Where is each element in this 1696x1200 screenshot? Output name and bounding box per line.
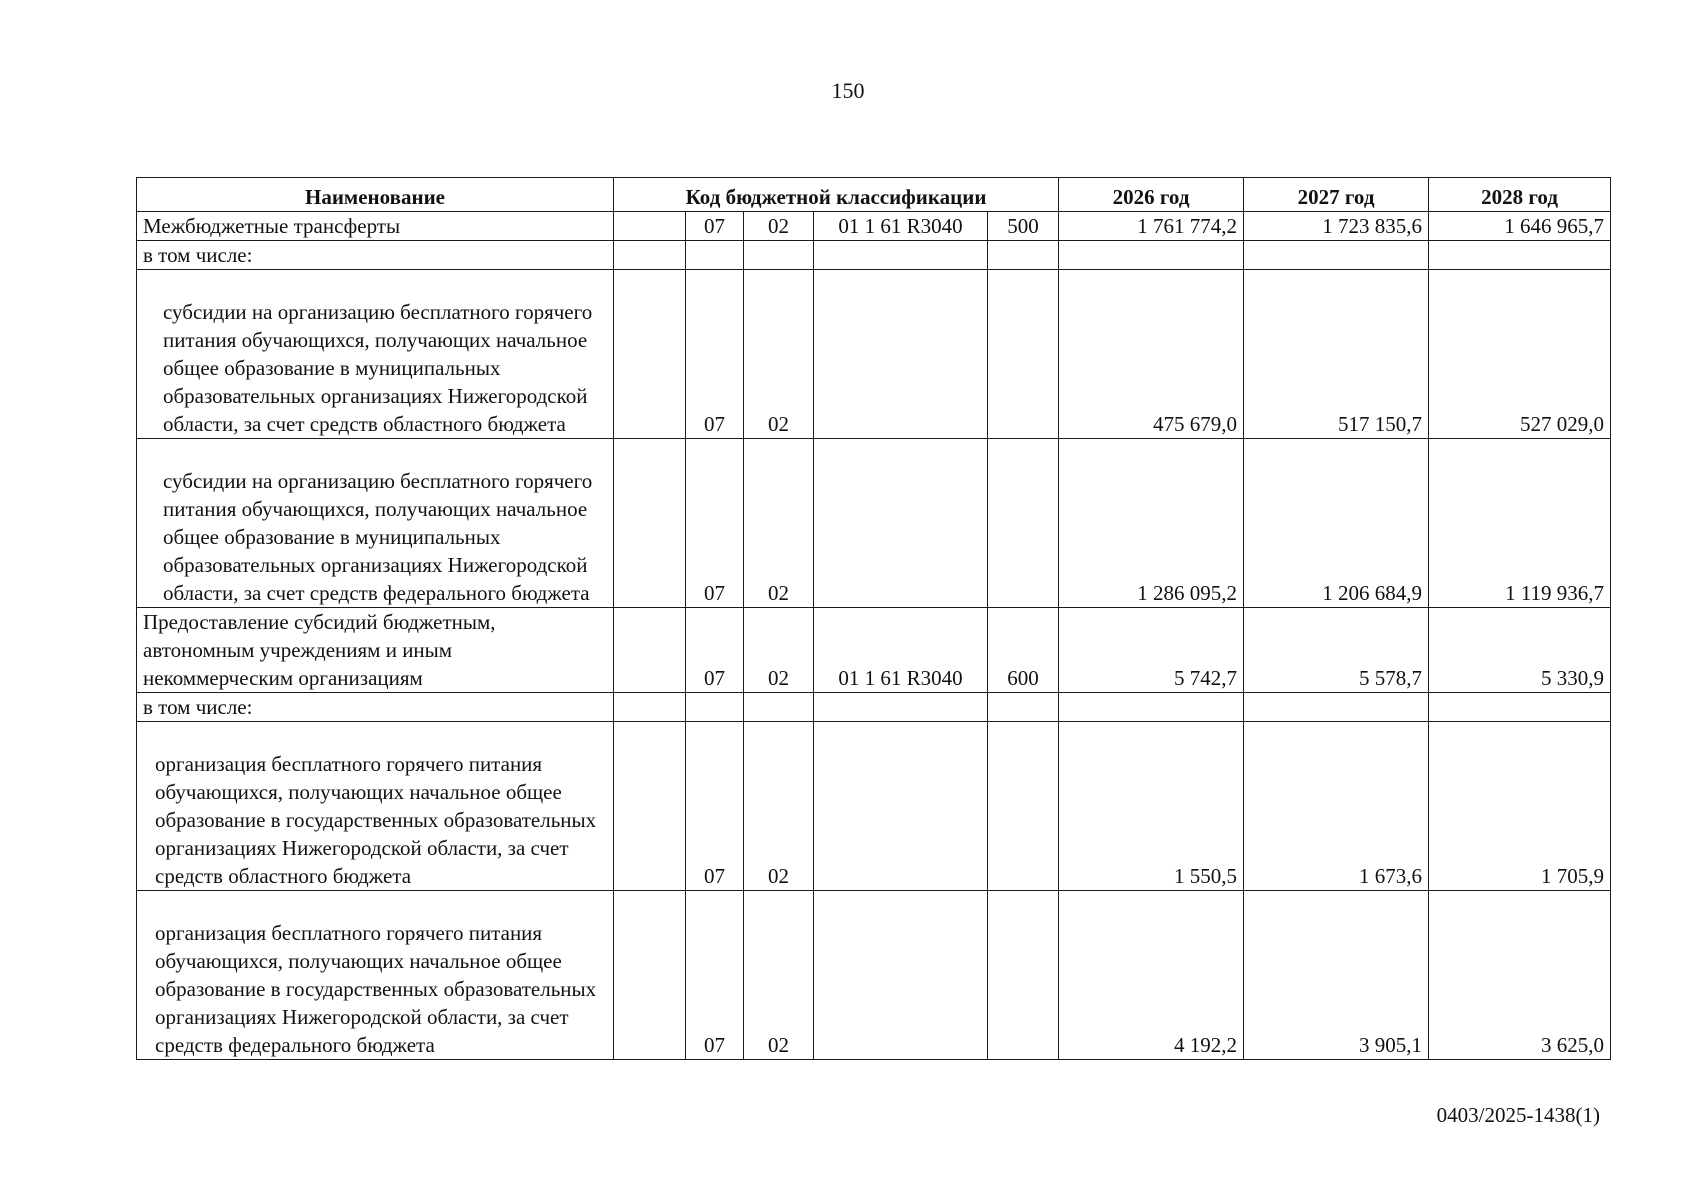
row-value-2028: 1 646 965,7 — [1429, 212, 1611, 241]
table-row — [137, 270, 1611, 439]
row-value-2027 — [1244, 241, 1429, 270]
row-subsection-code: 02 — [744, 212, 814, 241]
row-target-code: 01 1 61 R3040 — [814, 608, 988, 693]
row-subsection-code: 02 — [744, 722, 814, 891]
row-subsection-code — [744, 241, 814, 270]
row-value-2026: 1 286 095,2 — [1059, 439, 1244, 608]
row-name: организация бесплатного горячего питания обучающихся, получающих начальное общее образование в государственных образовательных организациях Нижегородской области, за счет средств областного бюджета — [137, 722, 614, 891]
row-name: субсидии на организацию бесплатного горячего питания обучающихся, получающих начальное общее образование в муниципальных образовательных организациях Нижегородской области, за счет средств федерального бюджета — [137, 439, 614, 608]
row-subsection-code: 02 — [744, 439, 814, 608]
row-value-2026 — [1059, 693, 1244, 722]
row-subsection-code: 02 — [744, 270, 814, 439]
table-row — [137, 212, 1611, 241]
row-value-2026: 4 192,2 — [1059, 891, 1244, 1060]
row-section-code — [686, 241, 744, 270]
row-value-2027: 1 206 684,9 — [1244, 439, 1429, 608]
row-value-2027: 1 673,6 — [1244, 722, 1429, 891]
table-row — [137, 722, 1611, 891]
row-subsection-code — [744, 693, 814, 722]
table-row — [137, 439, 1611, 608]
row-value-2027: 517 150,7 — [1244, 270, 1429, 439]
row-target-code: 01 1 61 R3040 — [814, 212, 988, 241]
row-target-code — [814, 439, 988, 608]
row-expense-type-code — [988, 693, 1059, 722]
row-blank-code — [614, 722, 686, 891]
row-section-code: 07 — [686, 722, 744, 891]
row-subsection-code: 02 — [744, 891, 814, 1060]
table-row — [137, 891, 1611, 1060]
row-target-code — [814, 891, 988, 1060]
row-section-code: 07 — [686, 439, 744, 608]
row-section-code: 07 — [686, 212, 744, 241]
row-name: организация бесплатного горячего питания обучающихся, получающих начальное общее образование в государственных образовательных организациях Нижегородской области, за счет средств федерального бюджета — [137, 891, 614, 1060]
row-value-2028: 1 705,9 — [1429, 722, 1611, 891]
row-value-2027: 5 578,7 — [1244, 608, 1429, 693]
row-expense-type-code: 500 — [988, 212, 1059, 241]
table-row — [137, 241, 1611, 270]
row-value-2028: 1 119 936,7 — [1429, 439, 1611, 608]
row-target-code — [814, 722, 988, 891]
row-name: Предоставление субсидий бюджетным, автономным учреждениям и иным некоммерческим организациям — [137, 608, 614, 693]
row-value-2028: 527 029,0 — [1429, 270, 1611, 439]
row-target-code — [814, 693, 988, 722]
row-value-2028 — [1429, 241, 1611, 270]
row-expense-type-code — [988, 270, 1059, 439]
row-expense-type-code — [988, 439, 1059, 608]
page-number: 150 — [831, 78, 865, 103]
table-row — [137, 693, 1611, 722]
header-2028: 2028 год — [1429, 178, 1611, 212]
row-target-code — [814, 270, 988, 439]
row-value-2028: 5 330,9 — [1429, 608, 1611, 693]
row-section-code — [686, 693, 744, 722]
header-code: Код бюджетной классификации — [614, 178, 1059, 212]
row-value-2028: 3 625,0 — [1429, 891, 1611, 1060]
row-name: Межбюджетные трансферты — [137, 212, 614, 241]
row-blank-code — [614, 693, 686, 722]
row-value-2026: 1 550,5 — [1059, 722, 1244, 891]
row-value-2027 — [1244, 693, 1429, 722]
row-value-2028 — [1429, 693, 1611, 722]
row-target-code — [814, 241, 988, 270]
header-2027: 2027 год — [1244, 178, 1429, 212]
row-value-2026 — [1059, 241, 1244, 270]
row-blank-code — [614, 891, 686, 1060]
row-value-2026: 1 761 774,2 — [1059, 212, 1244, 241]
row-expense-type-code — [988, 891, 1059, 1060]
row-name: в том числе: — [137, 241, 614, 270]
row-expense-type-code: 600 — [988, 608, 1059, 693]
row-name: в том числе: — [137, 693, 614, 722]
row-blank-code — [614, 212, 686, 241]
document-code: 0403/2025-1438(1) — [1436, 1103, 1600, 1127]
row-expense-type-code — [988, 241, 1059, 270]
row-section-code: 07 — [686, 891, 744, 1060]
table-row — [137, 608, 1611, 693]
row-value-2026: 5 742,7 — [1059, 608, 1244, 693]
budget-table — [136, 177, 1611, 1060]
header-2026: 2026 год — [1059, 178, 1244, 212]
row-blank-code — [614, 241, 686, 270]
header-name: Наименование — [137, 178, 614, 212]
row-subsection-code: 02 — [744, 608, 814, 693]
row-value-2027: 3 905,1 — [1244, 891, 1429, 1060]
row-expense-type-code — [988, 722, 1059, 891]
row-section-code: 07 — [686, 608, 744, 693]
row-blank-code — [614, 270, 686, 439]
row-value-2027: 1 723 835,6 — [1244, 212, 1429, 241]
table-header-row — [137, 178, 1611, 212]
row-blank-code — [614, 439, 686, 608]
row-section-code: 07 — [686, 270, 744, 439]
row-value-2026: 475 679,0 — [1059, 270, 1244, 439]
row-blank-code — [614, 608, 686, 693]
row-name: субсидии на организацию бесплатного горячего питания обучающихся, получающих начальное общее образование в муниципальных образовательных организациях Нижегородской области, за счет средств областного бюджета — [137, 270, 614, 439]
